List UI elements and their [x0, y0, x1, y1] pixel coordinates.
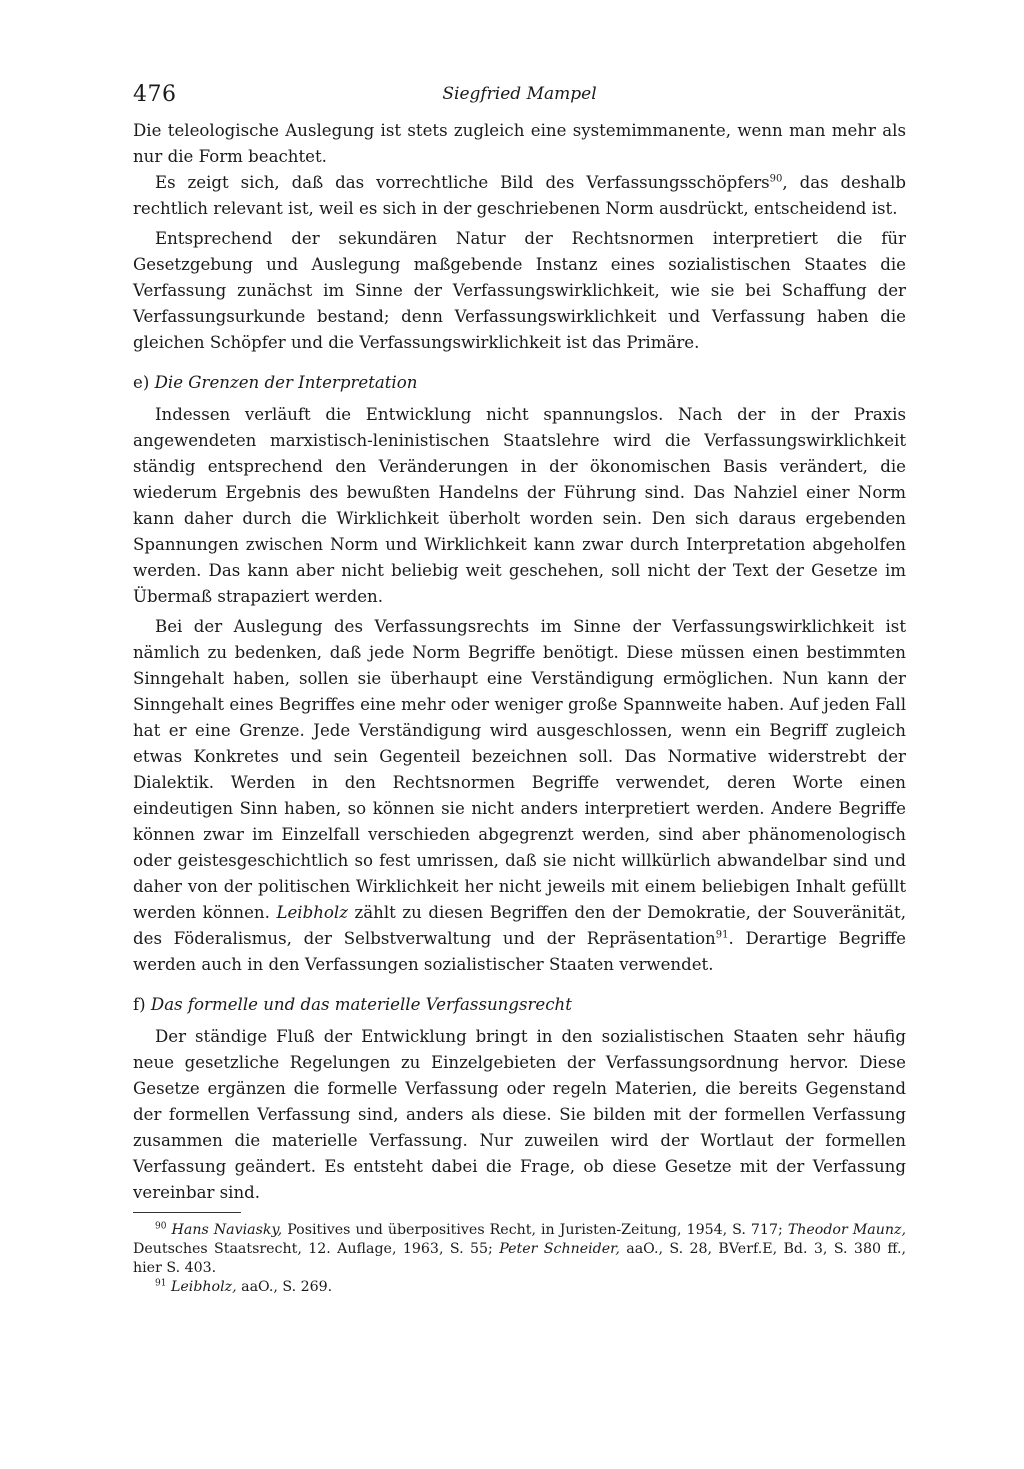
paragraph-2-text-a: Es zeigt sich, daß das vorrechtliche Bild des Verfassungsschöpfers: [155, 173, 770, 192]
footnote-91-text: aaO., S. 269.: [241, 1279, 333, 1295]
running-head: Siegfried Mampel: [442, 84, 597, 104]
footnote-ref-90[interactable]: 90: [769, 173, 783, 185]
footnote-ref-91[interactable]: 91: [715, 929, 729, 941]
footnote-90-author-3: Peter Schneider,: [499, 1241, 620, 1257]
paragraph-5-text-a: Bei der Auslegung des Verfassungsrechts im Sinne der Verfassungswirklichkeit ist nämlich zu bedenken, daß jede Norm Begriffe benötigt. Diese müssen einen bestimmten Sinngehalt haben, sollen sie überhaupt eine Verständigung ermöglichen. Nun kann der Sinngehalt eines Begriffes eine mehr oder weniger große Spannweite haben. Auf jeden Fall hat er eine Grenze. Jede Verständigung wird ausgeschlossen, wenn ein Begriff zugleich etwas Konkretes und sein Gegenteil bezeichnen soll. Das Normative widerstrebt der Dialektik. Werden in den Rechtsnormen Begriffe verwendet, deren Worte einen eindeutigen Sinn haben, so können sie nicht anders interpretiert werden. Andere Begriffe können zwar im Einzelfall verschieden abgegrenzt werden, sind aber phänomenologisch oder geistesgeschichtlich so fest umrissen, daß sie nicht willkürlich abwandelbar sind und daher von der politischen Wirklichkeit her nicht jeweils mit einem beliebigen Inhalt gefüllt werden können.: [133, 617, 906, 922]
footnote-90-text-1: Positives und überpositives Recht, in Juristen-Zeitung, 1954, S. 717;: [287, 1222, 783, 1238]
paragraph-2-text-b: , das deshalb rechtlich relevant ist, weil es sich in der geschriebenen Norm ausdrückt, entscheidend ist.: [133, 173, 906, 218]
footnote-91-author: Leibholz,: [170, 1279, 237, 1295]
paragraph-1: Die teleologische Auslegung ist stets zugleich eine systemimmanente, wenn man mehr als nur die Form beachtet.: [133, 121, 906, 166]
section-title-f: Das formelle und das materielle Verfassungsrecht: [150, 995, 572, 1014]
section-heading-f: [133, 992, 906, 1018]
section-title-e: Die Grenzen der Interpretation: [154, 373, 418, 392]
footnote-90: [133, 1221, 906, 1278]
footnote-90-text-2: Deutsches Staatsrecht, 12. Auflage, 1963, S. 55;: [133, 1241, 493, 1257]
paragraph-5: [133, 614, 906, 978]
footnote-90-text-3: aaO., S. 28, BVerf.E, Bd. 3, S. 380 ff., hier S. 403.: [133, 1241, 906, 1276]
paragraph-3: Entsprechend der sekundären Natur der Rechtsnormen interpretiert die für Gesetzgebung und Auslegung maßgebende Instanz eines sozialistischen Staates die Verfassung zunächst im Sinne der Verfassungswirklichkeit, wie sie bei Schaffung der Verfassungsurkunde bestand; denn Verfassungswirklichkeit und Verfassung haben die gleichen Schöpfer und die Verfassungswirklichkeit ist das Primäre.: [133, 229, 906, 352]
section-letter-e: e): [133, 373, 150, 392]
paragraph-5-text-c: . Derartige Begriffe werden auch in den Verfassungen sozialistischer Staaten verwendet.: [133, 929, 906, 974]
paragraph-2: [133, 170, 906, 222]
page-number: 476: [133, 82, 177, 107]
footnote-91: [133, 1278, 906, 1297]
footnote-number-91: 91: [155, 1278, 167, 1289]
page-header: [133, 82, 906, 116]
page: [133, 82, 906, 1297]
paragraph-5-text-b: zählt zu diesen Begriffen den der Demokratie, der Souveränität, des Föderalismus, der Selbstverwaltung und der Repräsentation: [133, 903, 906, 948]
body-text: [133, 118, 906, 1206]
section-heading-e: [133, 370, 906, 396]
footnote-90-author-1: Hans Naviasky,: [171, 1222, 283, 1238]
section-letter-f: f): [133, 995, 146, 1014]
footnote-number-90: 90: [155, 1221, 167, 1232]
footnote-90-author-2: Theodor Maunz,: [787, 1222, 907, 1238]
paragraph-6: Der ständige Fluß der Entwicklung bringt in den sozialistischen Staaten sehr häufig neue gesetzliche Regelungen zu Einzelgebieten der Verfassungsordnung hervor. Diese Gesetze ergänzen die formelle Verfassung oder regeln Materien, die bereits Gegenstand der formellen Verfassung sind, anders als diese. Sie bilden mit der formellen Verfassung zusammen die materielle Verfassung. Nur zuweilen wird der Wortlaut der formellen Verfassung geändert. Es entsteht dabei die Frage, ob diese Gesetze mit der Verfassung vereinbar sind.: [133, 1027, 906, 1202]
footnote-divider: [133, 1212, 241, 1213]
footnotes: [133, 1221, 906, 1297]
author-name-leibholz: Leibholz: [276, 903, 348, 922]
paragraph-4: Indessen verläuft die Entwicklung nicht spannungslos. Nach der in der Praxis angewendeten marxistisch-leninistischen Staatslehre wird die Verfassungswirklichkeit ständig entsprechend den Veränderungen in der ökonomischen Basis verändert, die wiederum Ergebnis des bewußten Handelns der Führung sind. Das Nahziel einer Norm kann daher durch die Wirklichkeit überholt worden sein. Den sich daraus ergebenden Spannungen zwischen Norm und Wirklichkeit kann zwar durch Interpretation abgeholfen werden. Das kann aber nicht beliebig weit geschehen, soll nicht der Text der Gesetze im Übermaß strapaziert werden.: [133, 405, 906, 606]
